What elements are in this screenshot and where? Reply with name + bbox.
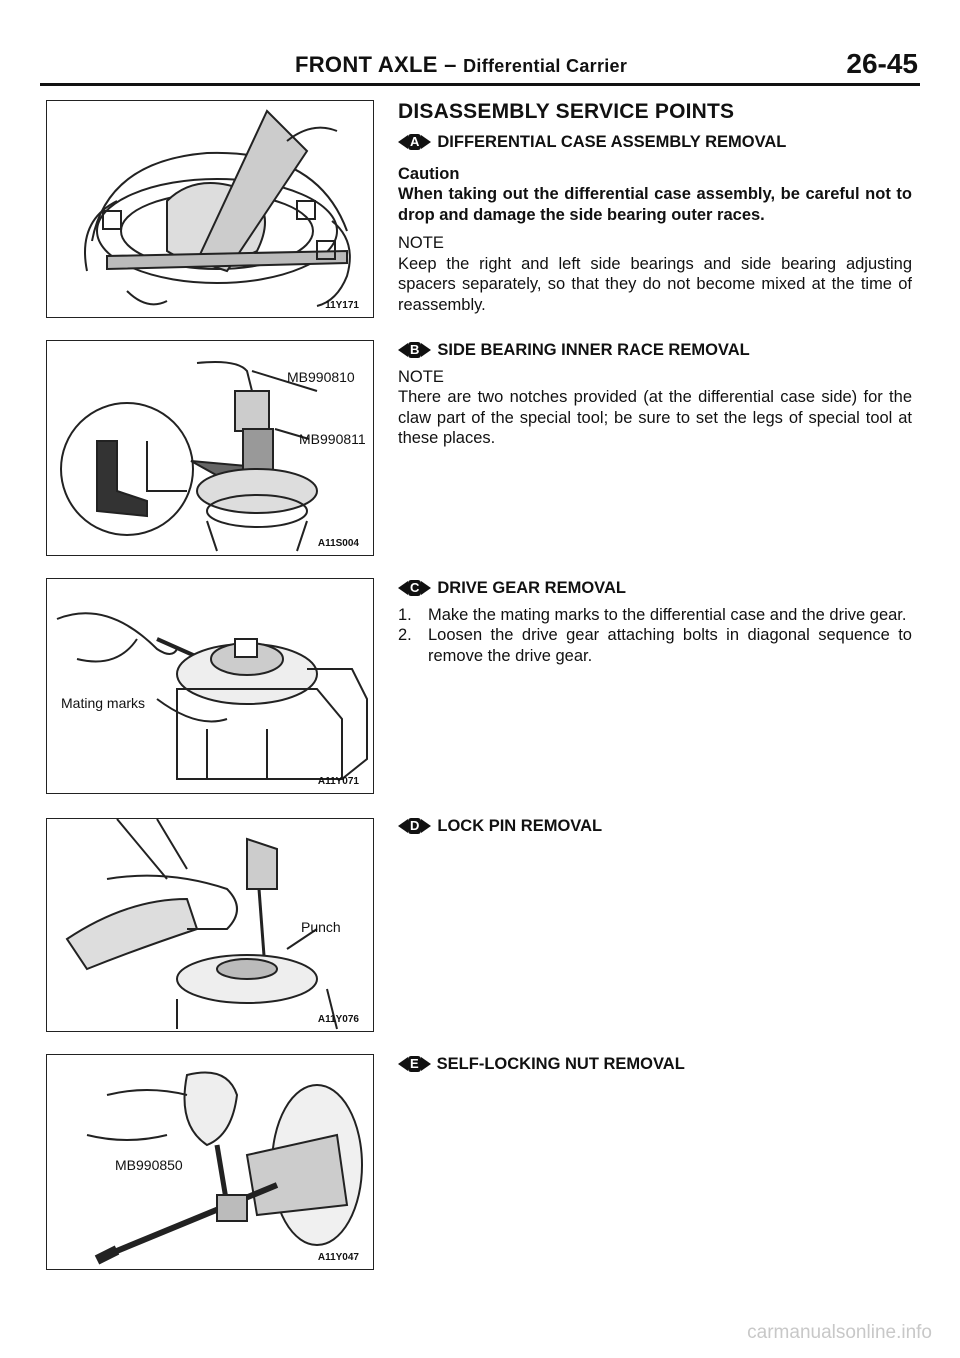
section-c-title-text: DRIVE GEAR REMOVAL [437,579,626,597]
marker-c-icon: C [398,580,431,596]
figure-inner-race-removal [46,340,374,556]
section-b-title [398,340,912,361]
figure-case-removal [46,100,374,318]
tool-label-mb990811: MB990811 [299,431,366,447]
page-number: 26-45 [846,48,918,79]
tool-label-mb990850: MB990850 [115,1157,183,1173]
section-a-title [398,132,912,153]
figure-code: A11Y071 [317,776,359,787]
list-item: 1. Make the mating marks to the differential case and the drive gear. [398,605,907,624]
list-item: 2. Loosen the drive gear attaching bolts in diagonal sequence to remove the drive gear. [398,626,912,665]
marker-b-icon: B [398,342,431,358]
section-c [398,578,912,666]
section-e [398,1054,912,1075]
steps-list [398,605,912,667]
title-sub: Differential Carrier [463,56,628,76]
figure-code: A11Y076 [317,1014,359,1025]
marker-a-icon: A [398,134,431,150]
page-title [295,52,627,78]
note-label-a: NOTE [398,234,444,252]
marker-e-icon: E [398,1056,431,1072]
marker-d-icon: D [398,818,431,834]
title-main: FRONT AXLE [295,52,438,77]
title-separator: – [437,52,464,77]
section-d [398,816,912,837]
mating-marks-label: Mating marks [61,695,146,711]
note-text-b: There are two notches provided (at the differential case side) for the claw part of the special tool; be sure to set the legs of special tool at these places. [398,388,912,447]
illustration-mating-marks [47,579,373,793]
section-a [398,132,912,315]
watermark: carmanualsonline.info [747,1322,932,1343]
figure-code: 11Y171 [325,300,359,311]
figure-self-locking-nut-removal [46,1054,374,1270]
page-header [40,46,920,86]
section-e-title [398,1054,912,1075]
section-b [398,340,912,449]
section-d-title [398,816,912,837]
section-e-title-text: SELF-LOCKING NUT REMOVAL [436,1055,685,1073]
section-c-title [398,578,912,599]
figure-code: A11S004 [317,538,359,549]
illustration-case-removal [47,101,373,317]
header-rule [40,83,920,86]
note-label-b: NOTE [398,367,444,386]
figure-mating-marks [46,578,374,794]
illustration-self-locking-nut-removal [47,1055,373,1269]
section-d-title-text: LOCK PIN REMOVAL [437,817,603,835]
figure-code: A11Y047 [317,1252,359,1263]
punch-label: Punch [301,919,341,935]
caution-label: Caution [398,164,460,183]
note-text-a: Keep the right and left side bearings and side bearing adjusting spacers separately, so that they do not become mixed at the time of reassembly. [398,254,912,314]
caution-text: When taking out the differential case assembly, be careful not to drop and damage the side bearing outer races. [398,185,912,224]
main-heading: DISASSEMBLY SERVICE POINTS [398,100,735,123]
tool-label-mb990810: MB990810 [287,369,355,385]
section-a-title-text: DIFFERENTIAL CASE ASSEMBLY REMOVAL [437,133,787,151]
section-b-title-text: SIDE BEARING INNER RACE REMOVAL [437,341,750,359]
figure-lock-pin-removal [46,818,374,1032]
